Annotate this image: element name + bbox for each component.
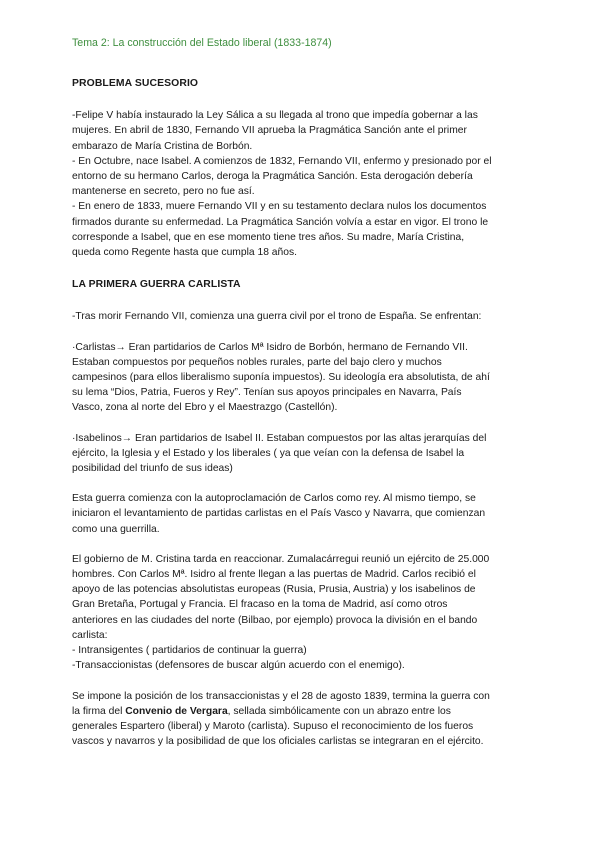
text-line: -Tras morir Fernando VII, comienza una guerra civil por el trono de España. Se enfrentan: <box>72 311 482 323</box>
text-line: mujeres. En abril de 1830, Fernando VII aprueba la Pragmática Sanción ante el primer <box>72 125 467 137</box>
text-line: anteriores en las ciudades del norte (Bilbao, por ejemplo) provoca la división en el bando <box>72 614 478 626</box>
paragraph <box>72 108 544 260</box>
text-line: ejército, la Iglesia y el Estado y los liberales ( ya que veían con la defensa de Isabel la <box>72 447 465 459</box>
section-heading-primera-guerra-carlista: LA PRIMERA GUERRA CARLISTA <box>72 279 241 291</box>
bold-term-convenio-vergara: Convenio de Vergara <box>125 705 228 717</box>
text-line: hombres. Con Carlos Mª. Isidro al frente llegan a las puertas de Madrid. Carlos recibió el <box>72 569 476 581</box>
text-line: vascos y navarros y la posibilidad de que los oficiales carlistas se integraran en el ejército. <box>72 736 484 748</box>
text-line: apoyo de las potencias absolutistas europeas (Rusia, Prusia, Austria) y los isabelinos de <box>72 584 476 596</box>
text-line: ·Carlistas→ Eran partidarios de Carlos Mª Isidro de Borbón, hermano de Fernando VII. <box>72 341 468 353</box>
text-line: mantenerse en secreto, pero no fue así. <box>72 186 255 198</box>
text-line: embarazo de María Cristina de Borbón. <box>72 140 253 152</box>
text-line: Vasco, zona al norte del Ebro y el Maestrazgo (Castellón). <box>72 402 338 414</box>
text-line: carlista: <box>72 629 108 641</box>
paragraph-carlistas <box>72 340 544 416</box>
text-line: - En enero de 1833, muere Fernando VII y en su testamento declara nulos los documentos <box>72 201 487 213</box>
text-line: campesinos (para ellos liberalismo suponía impuestos). Su ideología era absolutista, de ahí <box>72 372 490 384</box>
text-line: generales Espartero (liberal) y Maroto (carlista). Supuso el reconocimiento de los fueros <box>72 720 474 732</box>
text-line: corresponde a Isabel, que en ese momento tiene tres años. Su madre, María Cristina, <box>72 231 465 243</box>
text-line: entorno de su hermano Carlos, deroga la Pragmática Sanción. Esta derogación debería <box>72 171 473 183</box>
text-line: -Transaccionistas (defensores de buscar algún acuerdo con el enemigo). <box>72 660 405 672</box>
paragraph-convenio-vergara <box>72 689 544 750</box>
text-line <box>72 704 544 719</box>
text-line: - En Octubre, nace Isabel. A comienzos de 1832, Fernando VII, enfermo y presionado por el <box>72 155 492 167</box>
text-line: - Intransigentes ( partidarios de continuar la guerra) <box>72 645 307 657</box>
document-page <box>72 36 544 764</box>
text-line: iniciaron el levantamiento de partidas carlistas en el País Vasco y Navarra, que comienzan <box>72 508 486 520</box>
text-line: -Felipe V había instaurado la Ley Sálica a su llegada al trono que impedía gobernar a las <box>72 110 478 122</box>
text-line: Gran Bretaña, Portugal y Francia. El fracaso en la toma de Madrid, así como otros <box>72 599 448 611</box>
text-line: firmados durante su enfermedad. La Pragmática Sanción volvía a estar en vigor. El trono le <box>72 216 489 228</box>
paragraph <box>72 491 544 537</box>
paragraph <box>72 309 544 324</box>
text-line: ·Isabelinos→ Eran partidarios de Isabel II. Estaban compuestos por las altas jerarquías del <box>72 432 487 444</box>
text-line: queda como Regente hasta que cumpla 18 años. <box>72 247 297 259</box>
text-segment: la firma del <box>72 705 126 717</box>
text-line: El gobierno de M. Cristina tarda en reaccionar. Zumalacárregui reunió un ejército de 25.000 <box>72 553 490 565</box>
text-line: como una guerrilla. <box>72 523 160 535</box>
document-header: Tema 2: La construcción del Estado liberal (1833-1874) <box>72 37 332 49</box>
text-line: Estaban compuestos por pequeños nobles rurales, parte del bajo clero y muchos <box>72 356 442 368</box>
text-line: posibilidad del triunfo de sus ideas) <box>72 463 233 475</box>
text-line: su lema “Dios, Patria, Fueros y Rey”. Tenían sus apoyos principales en Navarra, País <box>72 387 462 399</box>
text-line: Se impone la posición de los transaccionistas y el 28 de agosto 1839, termina la guerra con <box>72 690 490 702</box>
section-heading-problema-sucesorio: PROBLEMA SUCESORIO <box>72 78 199 89</box>
paragraph <box>72 552 544 674</box>
text-line: Esta guerra comienza con la autoproclamación de Carlos como rey. Al mismo tiempo, se <box>72 493 476 505</box>
paragraph-isabelinos <box>72 431 544 477</box>
text-segment: , sellada simbólicamente con un abrazo entre los <box>227 705 451 717</box>
